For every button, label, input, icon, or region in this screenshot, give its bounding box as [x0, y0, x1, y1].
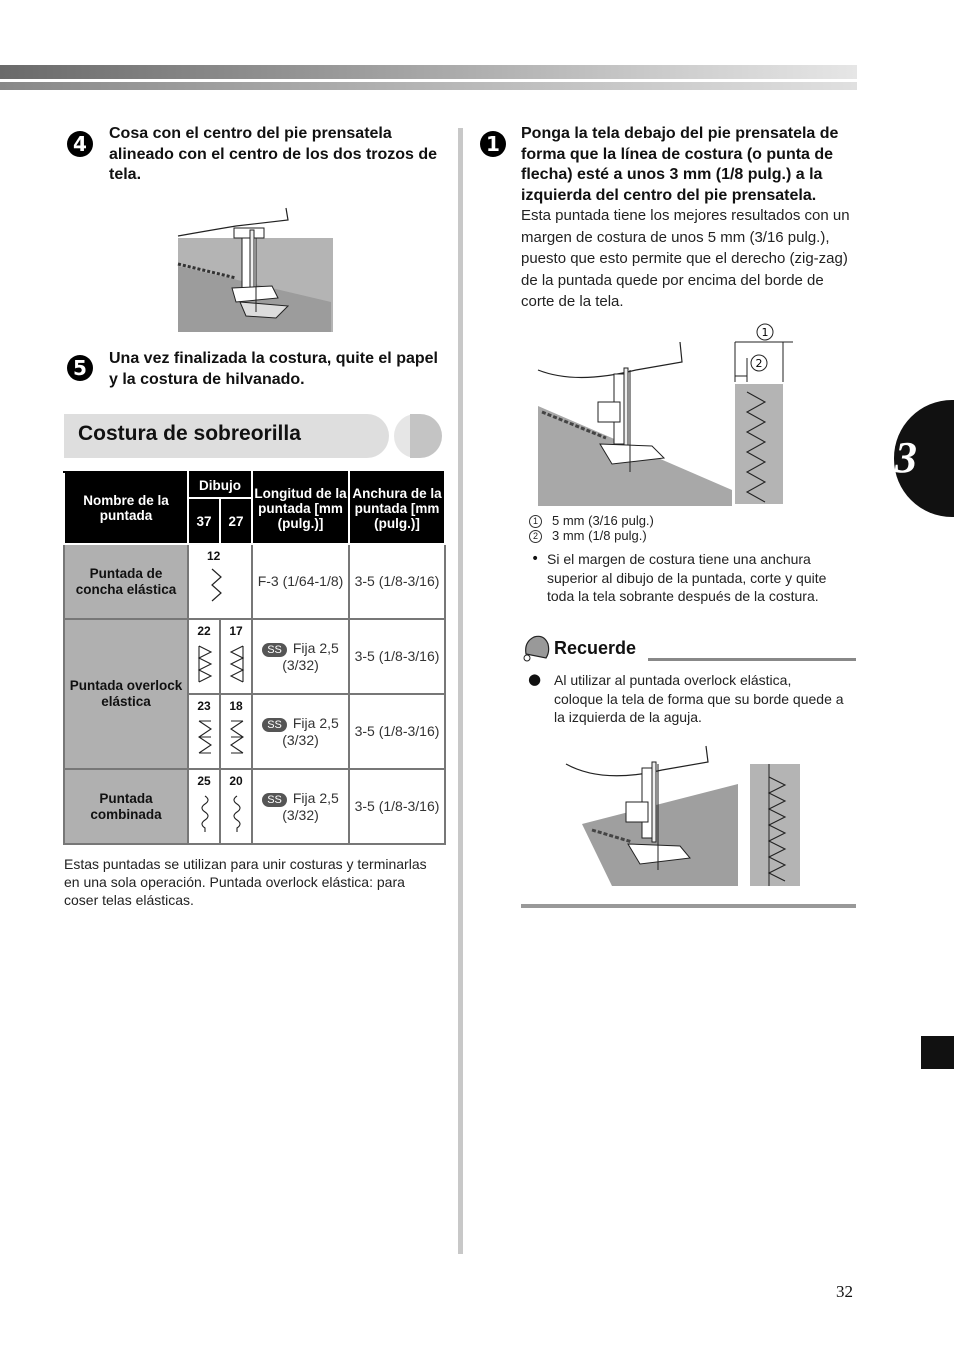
row-length [252, 544, 349, 619]
header-bar-bottom [0, 82, 857, 90]
row-pattern-a [188, 619, 220, 694]
header-bar-top [0, 65, 857, 79]
recuerde-text: Al utilizar al puntada overlock elástica, coloque la tela de forma que su borde quede a la izquierda de la aguja. [554, 672, 844, 725]
row-width: 3-5 (1/8-3/16) [349, 544, 445, 619]
step-1-text: Ponga la tela debajo del pie prensatela de forma que la línea de costura (o punta de flecha) esté a unos 3 mm (1/8 pulg.) a la izquierda del centro del pie prensatela. [521, 125, 839, 204]
recuerde-label: Recuerde [554, 638, 637, 658]
step-1-body: Esta puntada tiene los mejores resultados con un margen de costura de unos 5 mm (3/16 pulg.), puesto que esto permite que el derecho (zig-zag) de la puntada quede por encima del borde de corte de la tela. [521, 207, 850, 310]
sewing-figure-recuerde [562, 744, 742, 888]
pattern-number: 18 [229, 699, 243, 713]
step-4-number: 4 [67, 131, 93, 157]
row-name: Puntada combinada [64, 769, 188, 844]
sewing-figure-step4 [176, 206, 336, 334]
row-length [252, 769, 349, 844]
step-1-number: 1 [480, 131, 506, 157]
bullet-text: Si el margen de costura tiene una anchura superior al dibujo de la puntada, corte y quite toda la tela sobrante después de la costura. [547, 551, 827, 604]
section-end-rule [521, 904, 856, 908]
row-pattern-a [188, 694, 220, 769]
overlock-stitch-icon [228, 644, 246, 684]
legend-item-2 [529, 527, 647, 544]
chapter-number: 3 [895, 433, 917, 482]
overlock-stitch-icon [196, 719, 214, 759]
row-length [252, 694, 349, 769]
row-pattern-b [220, 769, 252, 844]
length-value: Fija 2,5 (3/32) [282, 714, 339, 748]
step-5-number: 5 [67, 355, 93, 381]
overlock-stitch-icon [196, 644, 214, 684]
ss-badge: SS [262, 718, 287, 732]
table-row [64, 619, 445, 694]
stitch-table [63, 471, 446, 845]
legend-text: 5 mm (3/16 pulg.) [552, 513, 654, 528]
row-name: Puntada de concha elástica [64, 544, 188, 619]
page-number: 32 [836, 1282, 853, 1301]
table-row [64, 544, 445, 619]
pattern-number: 12 [207, 549, 221, 563]
legend-number: 1 [529, 515, 542, 528]
row-width: 3-5 (1/8-3/16) [349, 619, 445, 694]
length-value: Fija 2,5 (3/32) [282, 789, 339, 823]
column-divider [458, 128, 463, 1254]
row-pattern-b [220, 694, 252, 769]
bullet-icon: • [531, 551, 540, 567]
pattern-number: 22 [197, 624, 211, 638]
bell-icon [520, 632, 552, 664]
ss-badge: SS [262, 643, 287, 657]
section-heading-decor-2 [410, 414, 442, 458]
header-length: Longitud de la puntada [mm (pulg.)] [252, 472, 349, 544]
callout-2: 2 [755, 357, 763, 370]
step-5-text: Una vez finalizada la costura, quite el papel y la costura de hilvanado. [109, 350, 438, 388]
header-width: Anchura de la puntada [mm (pulg.)] [349, 472, 445, 544]
row-name: Puntada overlock elástica [64, 619, 188, 769]
side-index-block [921, 1036, 954, 1069]
pattern-number: 17 [229, 624, 243, 638]
length-value: Fija 2,5 (3/32) [282, 639, 339, 673]
shell-stitch-icon [209, 567, 225, 605]
callout-1: 1 [761, 326, 769, 339]
table-row [64, 769, 445, 844]
legend-text: 3 mm (1/8 pulg.) [552, 528, 647, 543]
section-title: Costura de sobreorilla [78, 422, 301, 445]
header-stitch-name: Nombre de la puntada [64, 472, 188, 544]
recuerde-heading [520, 632, 856, 664]
ss-badge: SS [262, 793, 287, 807]
header-pattern: Dibujo [188, 472, 252, 498]
table-note: Estas puntadas se utilizan para unir costuras y terminarlas en una sola operación. Puntada overlock elástica: para coser telas elásticas. [64, 856, 427, 908]
combination-stitch-icon [196, 794, 214, 834]
bullet-icon: ● [528, 670, 542, 688]
length-value: F-3 (1/64-1/8) [257, 573, 344, 589]
row-width: 3-5 (1/8-3/16) [349, 769, 445, 844]
row-length [252, 619, 349, 694]
recuerde-rule [648, 658, 856, 661]
header-pattern-37: 37 [188, 498, 220, 544]
row-pattern-b [220, 619, 252, 694]
section-heading [64, 414, 442, 458]
pattern-number: 23 [197, 699, 211, 713]
row-width: 3-5 (1/8-3/16) [349, 694, 445, 769]
pattern-number: 25 [197, 774, 211, 788]
row-pattern-a [188, 769, 220, 844]
overlock-stitch-icon [228, 719, 246, 759]
seam-allowance-diagram [733, 322, 797, 506]
pattern-number: 20 [229, 774, 243, 788]
legend-number: 2 [529, 530, 542, 543]
step-4-text: Cosa con el centro del pie prensatela alineado con el centro de los dos trozos de tela. [109, 125, 438, 183]
header-pattern-27: 27 [220, 498, 252, 544]
sewing-figure-step1 [536, 340, 736, 506]
combination-stitch-icon [228, 794, 246, 834]
row-pattern [188, 544, 252, 619]
overlock-edge-diagram [749, 763, 801, 887]
